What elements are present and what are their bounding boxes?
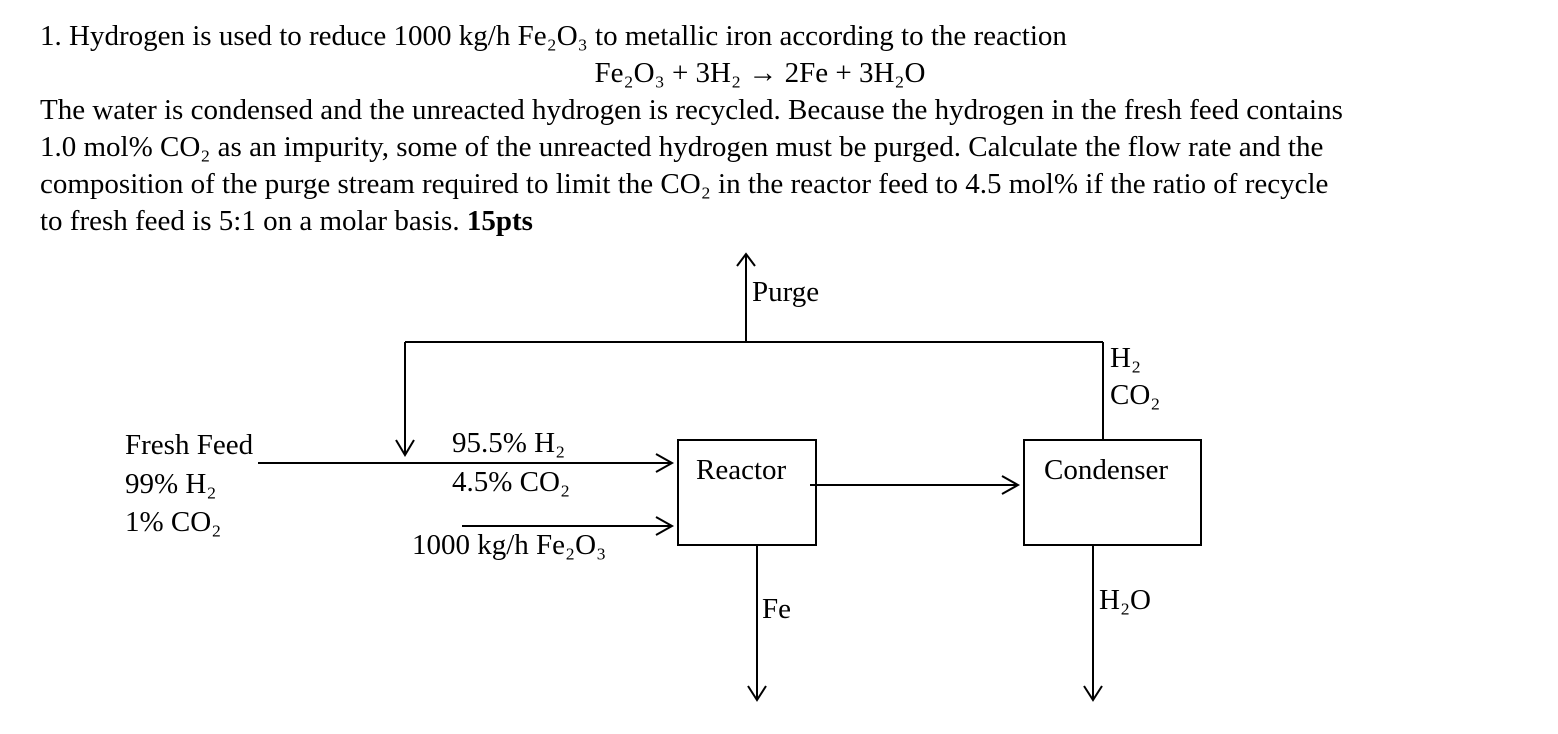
problem-statement-line-1: 1. Hydrogen is used to reduce 1000 kg/h Fe₂O₃ to metallic iron according to the reaction xyxy=(40,20,1067,52)
recycle-h2-label: H₂ xyxy=(1110,342,1142,374)
points-value: 15pts xyxy=(466,205,533,237)
condenser-label: Condenser xyxy=(1044,454,1169,486)
reactor-feed-h2: 95.5% H₂ xyxy=(452,427,566,459)
problem-statement-line-5: composition of the purge stream required to limit the CO₂ in the reactor feed to 4.5 mol% if the ratio of recycle xyxy=(40,168,1329,200)
problem-statement-line-4: 1.0 mol% CO₂ as an impurity, some of the unreacted hydrogen must be purged. Calculate the flow rate and the xyxy=(40,131,1324,163)
reactor-feed-co2: 4.5% CO₂ xyxy=(452,466,571,498)
reactor-label: Reactor xyxy=(696,454,787,486)
reaction-equation: Fe₂O₃ + 3H₂ → 2Fe + 3H₂O xyxy=(594,57,926,89)
fresh-feed-title: Fresh Feed xyxy=(125,429,254,461)
fresh-feed-co2: 1% CO₂ xyxy=(125,506,222,538)
recycle-co2-label: CO₂ xyxy=(1110,379,1161,411)
problem-statement-line-6-text: to fresh feed is 5:1 on a molar basis. xyxy=(40,205,467,237)
purge-label: Purge xyxy=(752,276,820,308)
fe-outlet-label: Fe xyxy=(762,593,791,625)
fe2o3-feed-label: 1000 kg/h Fe₂O₃ xyxy=(412,529,607,561)
water-outlet-label: H₂O xyxy=(1099,584,1151,616)
fresh-feed-h2: 99% H₂ xyxy=(125,468,217,500)
problem-statement-line-3: The water is condensed and the unreacted hydrogen is recycled. Because the hydrogen in the fresh feed contains xyxy=(40,94,1343,126)
